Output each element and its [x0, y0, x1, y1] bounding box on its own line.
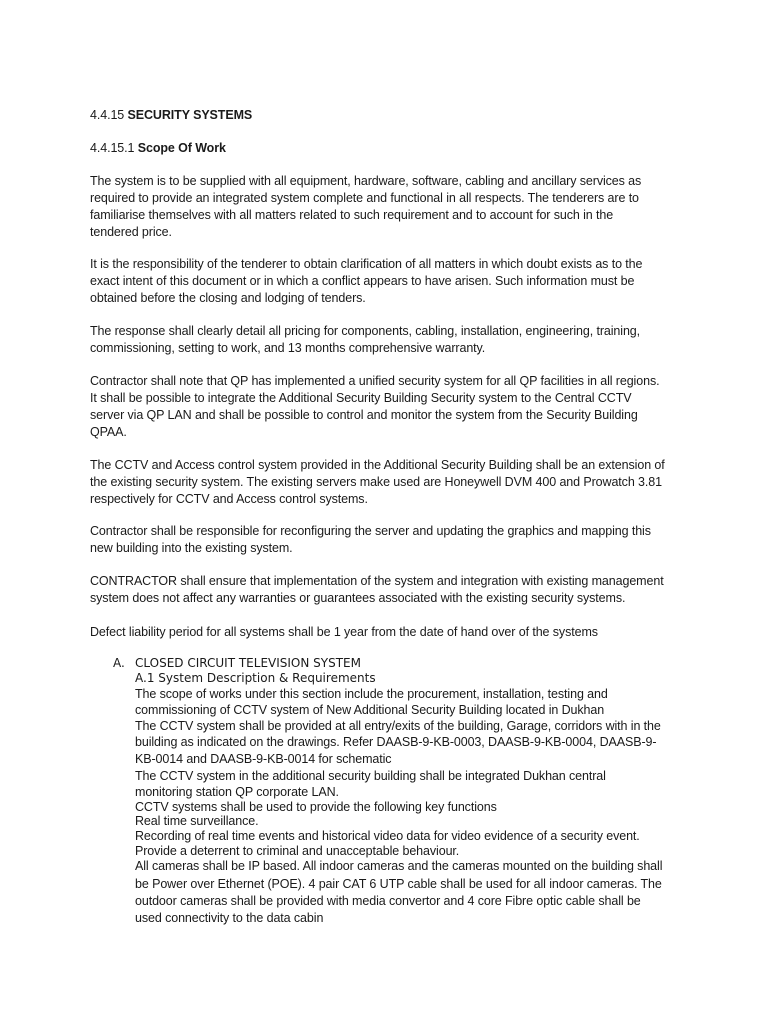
paragraph-2 — [90, 256, 690, 307]
section-number: 4.4.15 — [90, 108, 125, 122]
paragraph-line: required to provide an integrated system complete and functional in all respects. The tenderers are to — [90, 191, 639, 205]
paragraph-6 — [90, 523, 690, 557]
paragraph-line: the existing security system. The existing servers make used are Honeywell DVM 400 and Prowatch 3.81 — [90, 475, 662, 489]
paragraph-line: Defect liability period for all systems shall be 1 year from the date of hand over of the systems — [90, 625, 598, 639]
paragraph-1 — [90, 173, 690, 241]
paragraph-line: exact intent of this document or in which a conflict appears to have arisen. Such information must be — [90, 274, 635, 288]
list-item-line: used connectivity to the data cabin — [135, 911, 324, 925]
paragraph-8 — [90, 624, 690, 641]
paragraph-line: The response shall clearly detail all pricing for components, cabling, installation, engineering, training, — [90, 324, 641, 338]
paragraph-line: It is the responsibility of the tenderer to obtain clarification of all matters in which doubt exists as to the — [90, 257, 643, 271]
list-item — [135, 828, 695, 844]
paragraph-line: It shall be possible to integrate the Additional Security Building Security system to the Central CCTV — [90, 391, 632, 405]
list-item — [135, 800, 695, 814]
paragraph-line: The system is to be supplied with all equipment, hardware, software, cabling and ancillary services as — [90, 174, 642, 188]
paragraph-line: system does not affect any warranties or guarantees associated with the existing security systems. — [90, 591, 626, 605]
paragraph-3 — [90, 323, 690, 357]
paragraph-line: Contractor shall be responsible for reconfiguring the server and updating the graphics and mapping this — [90, 524, 651, 538]
paragraph-line: new building into the existing system. — [90, 541, 293, 555]
paragraph-line: Contractor shall note that QP has implemented a unified security system for all QP facilities in all regions. — [90, 374, 660, 388]
paragraph-line: server via QP LAN and shall be possible to control and monitor the system from the Security Building — [90, 408, 638, 422]
list-item-line: The CCTV system shall be provided at all entry/exits of the building, Garage, corridors with in the — [135, 719, 661, 733]
subsection-heading — [90, 140, 690, 157]
subsection-number: 4.4.15.1 — [90, 141, 135, 155]
section-heading — [90, 107, 690, 124]
list-item-line: Provide a deterrent to criminal and unacceptable behaviour. — [135, 844, 460, 858]
list-item-line: The scope of works under this section include the procurement, installation, testing and — [135, 687, 608, 701]
list-item-line: be Power over Ethernet (POE). 4 pair CAT 6 UTP cable shall be used for all indoor cameras. The — [135, 877, 662, 891]
paragraph-4 — [90, 373, 690, 441]
list-item-line: All cameras shall be IP based. All indoor cameras and the cameras mounted on the building shall — [135, 859, 663, 873]
list-item — [135, 768, 695, 800]
list-item-line: building as indicated on the drawings. Refer DAASB-9-KB-0003, DAASB-9-KB-0004, DAASB-9- — [135, 735, 657, 749]
subsection-title: Scope Of Work — [137, 141, 226, 155]
paragraph-5 — [90, 457, 690, 508]
list-item-line: CCTV systems shall be used to provide the following key functions — [135, 800, 497, 814]
list-sub-heading: A.1 System Description & Requirements — [135, 671, 376, 685]
paragraph-line: QPAA. — [90, 425, 127, 439]
list-heading: CLOSED CIRCUIT TELEVISION SYSTEM — [135, 656, 361, 670]
paragraph-line: obtained before the closing and lodging of tenders. — [90, 291, 366, 305]
list-item — [135, 814, 695, 828]
paragraph-7 — [90, 573, 690, 607]
paragraph-line: commissioning, setting to work, and 13 months comprehensive warranty. — [90, 341, 486, 355]
list-item-line: Real time surveillance. — [135, 814, 259, 828]
list-item-line: monitoring station QP corporate LAN. — [135, 785, 339, 799]
list-item — [135, 686, 695, 718]
paragraph-line: respectively for CCTV and Access control systems. — [90, 492, 368, 506]
list-section — [135, 656, 695, 927]
list-item-line: KB-0014 and DAASB-9-KB-0014 for schematic — [135, 752, 392, 766]
list-item-line: outdoor cameras shall be provided with media convertor and 4 core Fibre optic cable shall be — [135, 894, 641, 908]
section-title: SECURITY SYSTEMS — [127, 108, 253, 122]
list-item-line: The CCTV system in the additional security building shall be integrated Dukhan central — [135, 769, 606, 783]
list-marker: A. — [113, 656, 125, 670]
paragraph-line: tendered price. — [90, 225, 172, 239]
paragraph-line: The CCTV and Access control system provided in the Additional Security Building shall be an extension of — [90, 458, 665, 472]
list-item-line: commissioning of CCTV system of New Additional Security Building located in Dukhan — [135, 703, 605, 717]
list-item — [135, 858, 695, 927]
list-item — [135, 844, 695, 858]
paragraph-line: familiarise themselves with all matters related to such requirement and to account for such in the — [90, 208, 614, 222]
paragraph-line: CONTRACTOR shall ensure that implementation of the system and integration with existing management — [90, 574, 664, 588]
list-item-line: Recording of real time events and historical video data for video evidence of a security event. — [135, 829, 640, 843]
list-item — [135, 718, 695, 768]
